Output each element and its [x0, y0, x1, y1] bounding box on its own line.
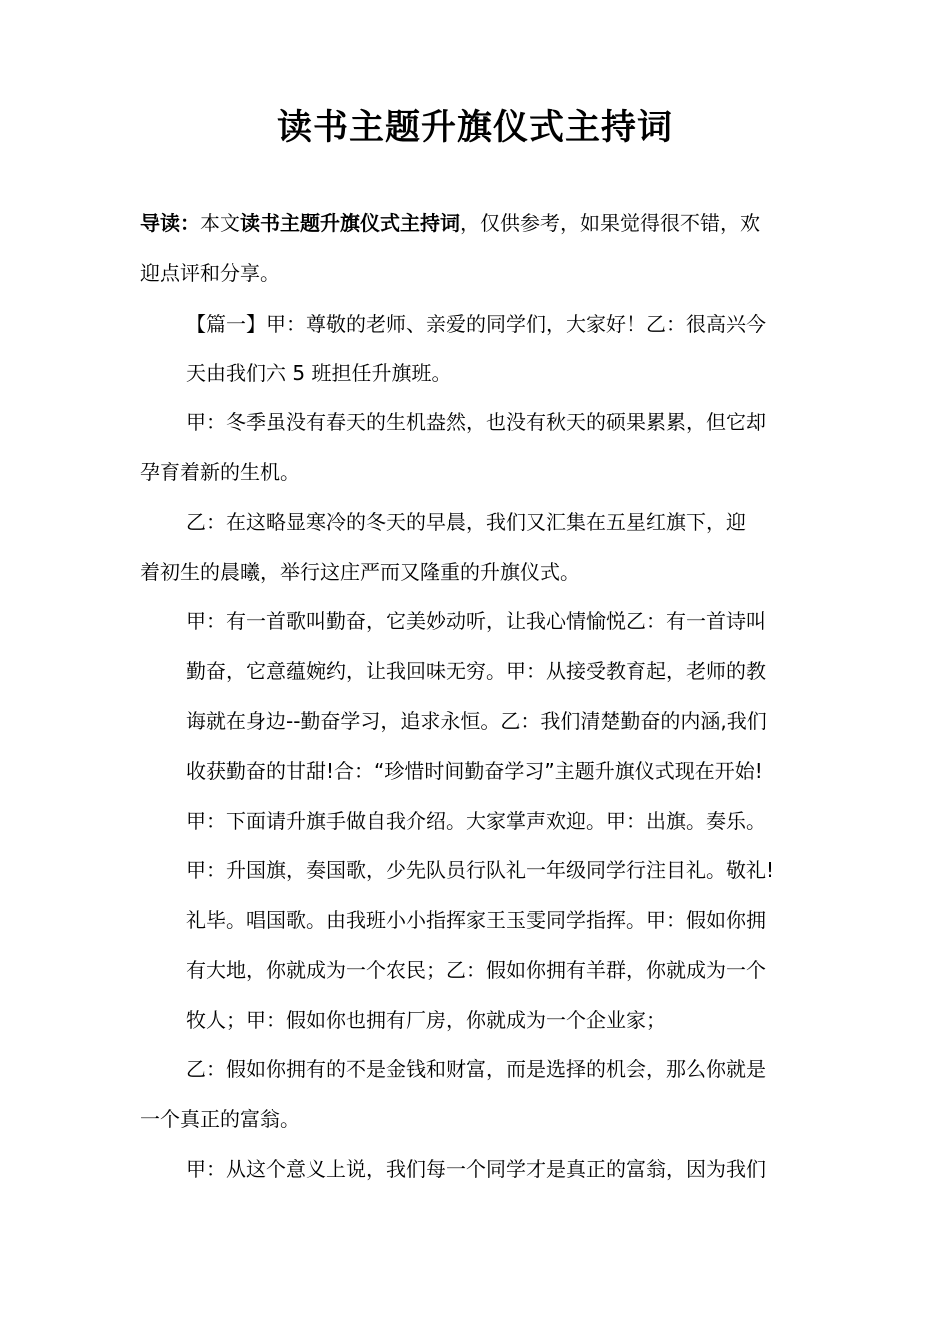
body-line-13: 礼毕。唱国歌。由我班小小指挥家王玉雯同学指挥。甲：假如你拥: [186, 908, 766, 932]
intro-text-before: 本文: [200, 211, 240, 235]
body-line-15: 牧人；甲：假如你也拥有厂房，你就成为一个企业家；: [186, 1008, 666, 1032]
body-line-9: 诲就在身边--勤奋学习，追求永恒。乙：我们清楚勤奋的内涵,我们: [186, 709, 767, 733]
body-line-3: 甲：冬季虽没有春天的生机盎然，也没有秋天的硕果累累，但它却: [186, 410, 766, 434]
intro-bold-title: 读书主题升旗仪式主持词: [240, 211, 460, 235]
intro-text-after: ，仅供参考，如果觉得很不错，欢: [460, 211, 760, 235]
document-title: 读书主题升旗仪式主持词: [276, 108, 673, 148]
body-line-7: 甲：有一首歌叫勤奋，它美妙动听，让我心情愉悦乙：有一首诗叫: [186, 609, 766, 633]
intro-label: 导读：: [140, 211, 200, 235]
body-line-1: 【篇一】甲：尊敬的老师、亲爱的同学们，大家好！乙：很高兴今: [186, 312, 766, 336]
body-line-5: 乙：在这略显寒冷的冬天的早晨，我们又汇集在五星红旗下，迎: [186, 510, 746, 534]
intro-line-2: 迎点评和分享。: [140, 261, 280, 285]
body-line-11: 甲：下面请升旗手做自我介绍。大家掌声欢迎。甲：出旗。奏乐。: [186, 809, 766, 833]
body-line-8: 勤奋，它意蕴婉约，让我回味无穷。甲：从接受教育起，老师的教: [186, 659, 766, 683]
body-line-2: 天由我们六 5 班担任升旗班。: [186, 361, 452, 385]
body-line-18: 甲：从这个意义上说，我们每一个同学才是真正的富翁，因为我们: [186, 1157, 766, 1181]
body-line-4: 孕育着新的生机。: [140, 460, 300, 484]
body-line-14: 有大地，你就成为一个农民；乙：假如你拥有羊群，你就成为一个: [186, 958, 766, 982]
body-line-17: 一个真正的富翁。: [140, 1107, 300, 1131]
intro-line-1: [140, 208, 760, 238]
body-line-12: 甲：升国旗，奏国歌，少先队员行队礼一年级同学行注目礼。敬礼!: [186, 858, 775, 882]
body-line-16: 乙：假如你拥有的不是金钱和财富，而是选择的机会，那么你就是: [186, 1057, 766, 1081]
body-line-10: 收获勤奋的甘甜!合：“珍惜时间勤奋学习”主题升旗仪式现在开始!: [186, 759, 763, 783]
body-line-6: 着初生的晨曦，举行这庄严而又隆重的升旗仪式。: [140, 560, 580, 584]
